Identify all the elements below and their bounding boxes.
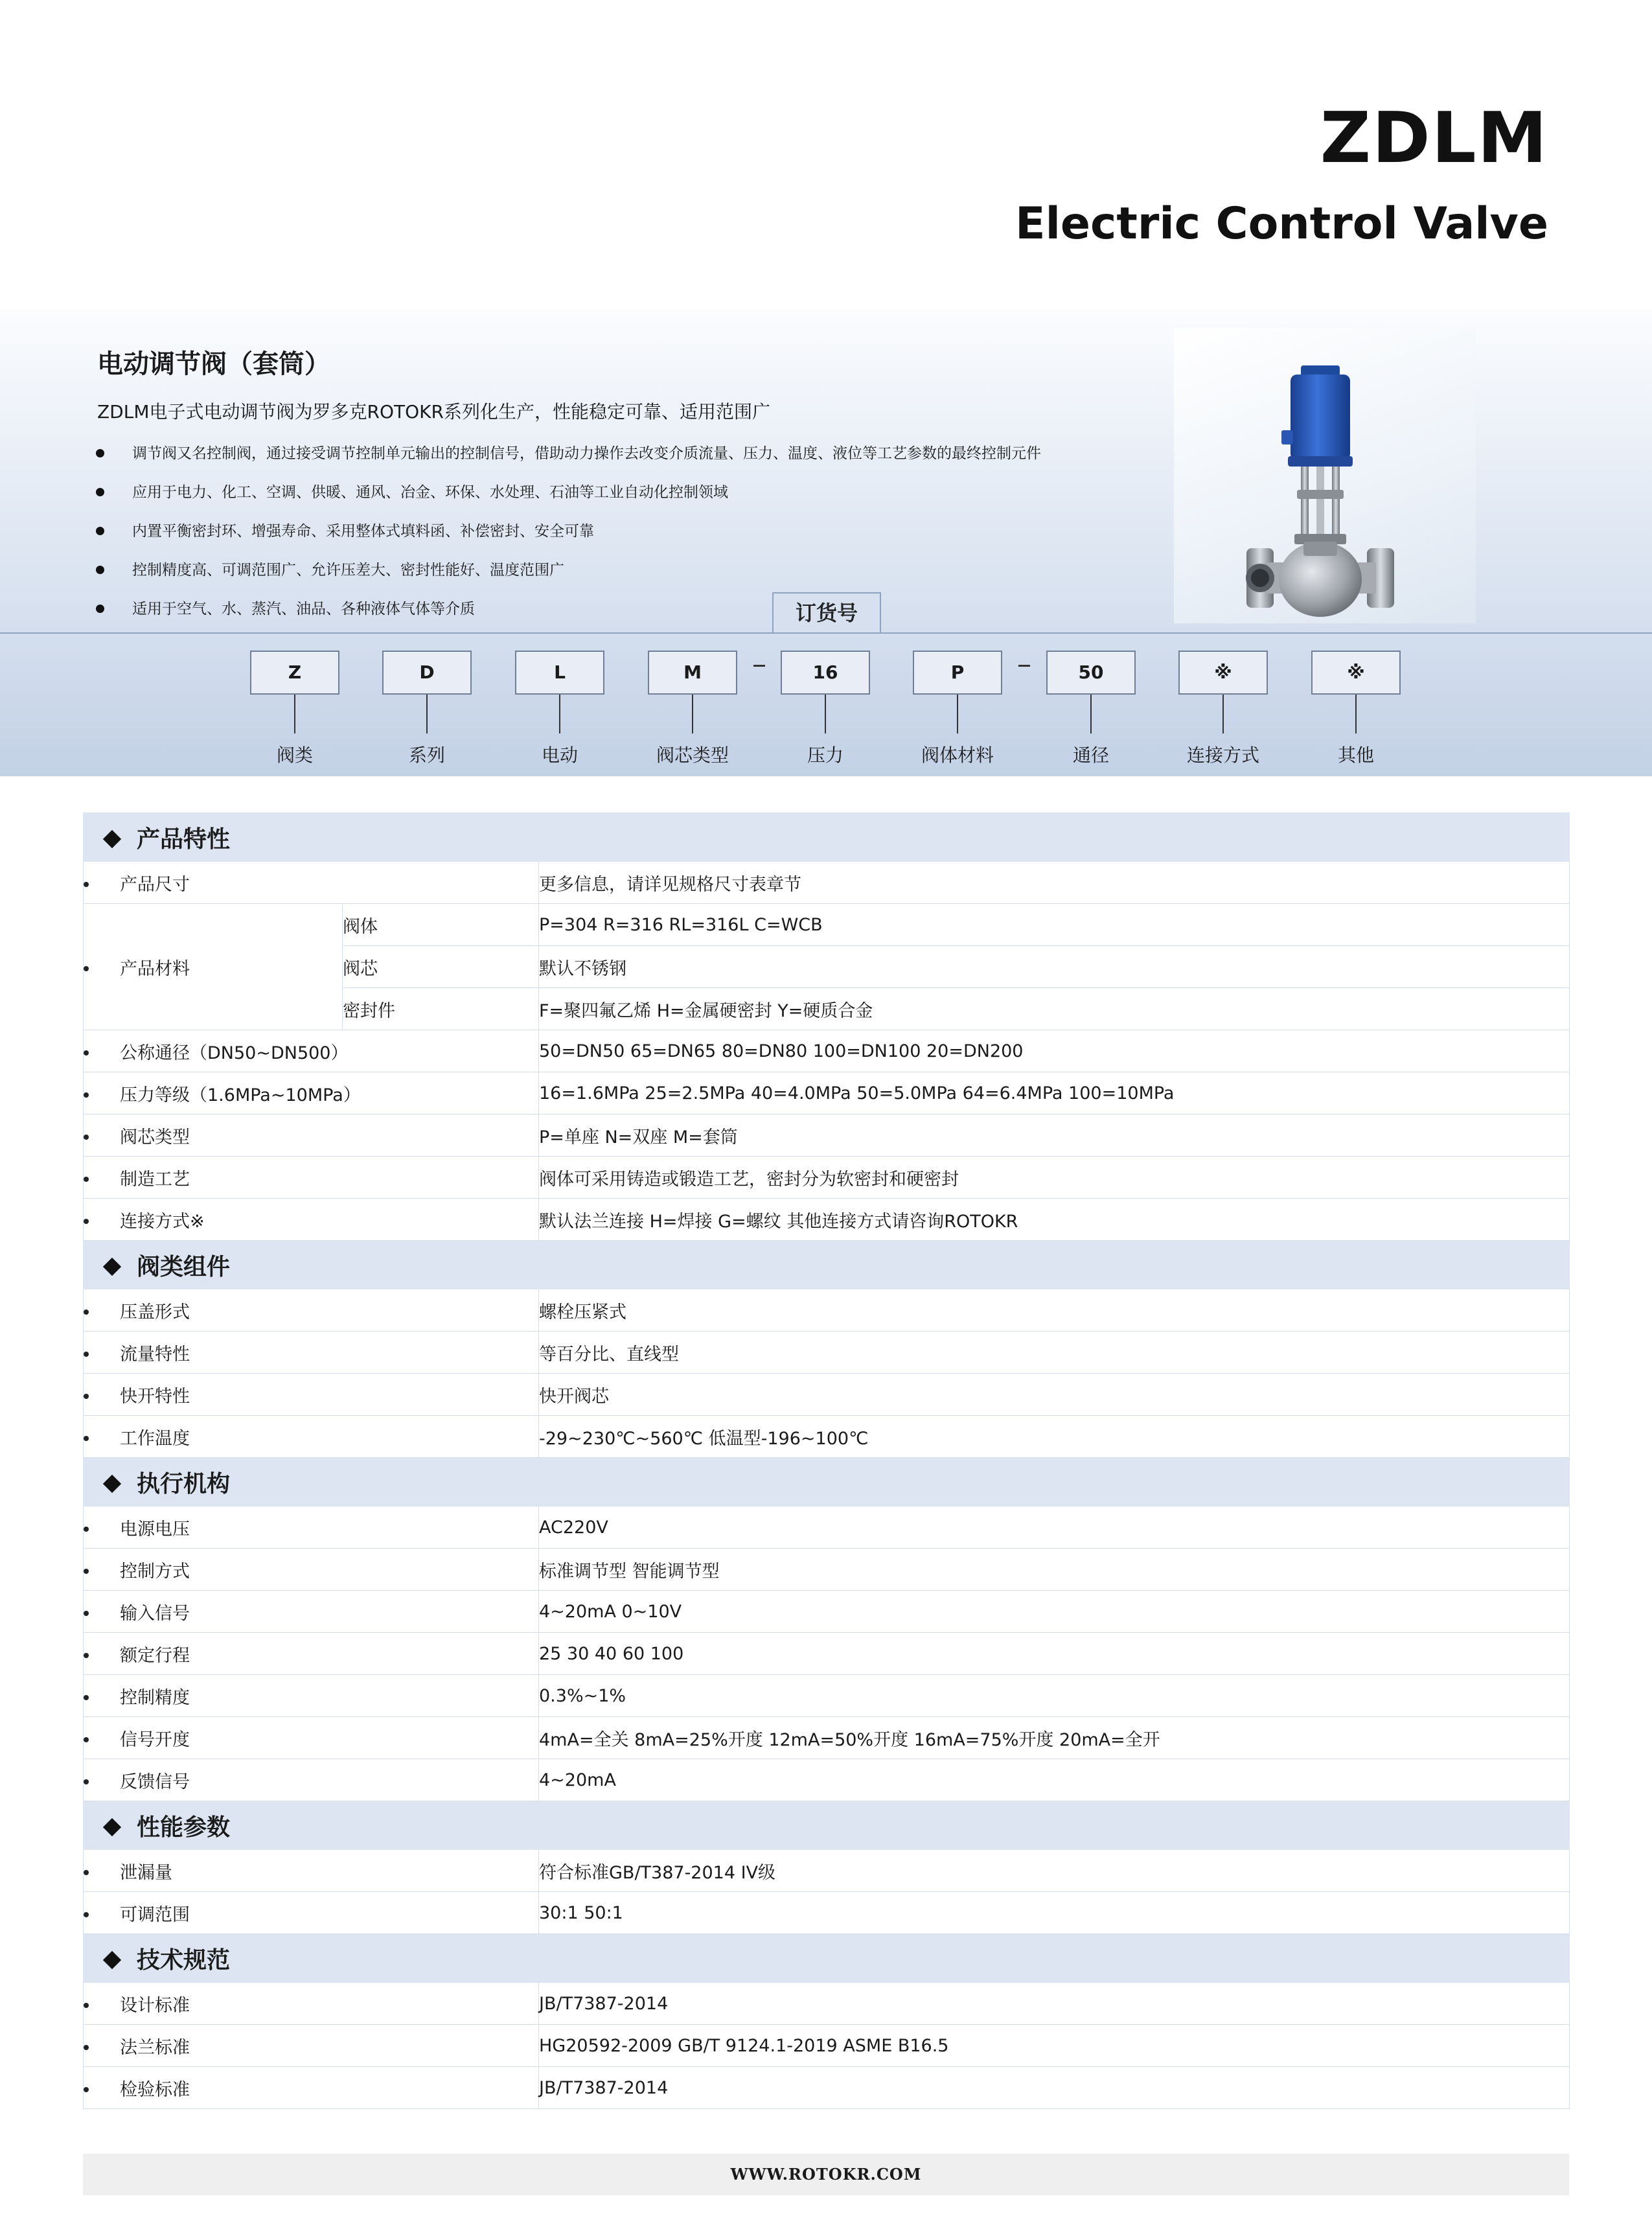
bullet-icon: [84, 1436, 89, 1441]
spec-value: -29~230℃~560℃ 低温型-196~100℃: [539, 1416, 1570, 1458]
spec-label-text: 法兰标准: [120, 2037, 190, 2058]
spec-value: 默认不锈钢: [539, 946, 1570, 988]
feature-item: 调节阀又名控制阀，通过接受调节控制单元输出的控制信号，借助动力操作去改变介质流量、压力、温度、液位等工艺参数的最终控制元件: [96, 434, 1041, 473]
feature-item: 适用于空气、水、蒸汽、油品、各种液体气体等介质: [96, 590, 1041, 629]
order-code-label: 阀芯类型: [656, 744, 729, 766]
order-code-box: ※: [1178, 651, 1268, 695]
spec-value: F=聚四氟乙烯 H=金属硬密封 Y=硬质合金: [539, 988, 1570, 1030]
order-code-connector: [294, 695, 295, 733]
order-divider: [0, 632, 1652, 634]
order-code-label: 阀体材料: [921, 744, 994, 766]
table-row: [84, 1030, 1570, 1072]
spec-label-text: 可调范围: [120, 1904, 190, 1925]
order-code-box: P: [913, 651, 1002, 695]
bullet-icon: [84, 2087, 89, 2092]
spec-label: [84, 1633, 539, 1675]
spec-value: P=304 R=316 RL=316L C=WCB: [539, 904, 1570, 946]
order-code-label: 电动: [541, 744, 578, 766]
table-row: [84, 1199, 1570, 1241]
spec-label-text: 公称通径（DN50~DN500）: [120, 1043, 349, 1063]
spec-value: 16=1.6MPa 25=2.5MPa 40=4.0MPa 50=5.0MPa 64=6.4MPa 100=10MPa: [539, 1072, 1570, 1114]
spec-value: 等百分比、直线型: [539, 1332, 1570, 1374]
order-code-box: 50: [1046, 651, 1136, 695]
table-row: [84, 1332, 1570, 1374]
order-code-box: 16: [781, 651, 870, 695]
table-row: [84, 1549, 1570, 1591]
bullet-icon: [84, 1653, 89, 1658]
spec-label: [84, 1416, 539, 1458]
spec-label-text: 制造工艺: [120, 1169, 190, 1190]
section-header: [84, 1241, 1570, 1289]
bullet-icon: [84, 1092, 89, 1098]
section-header-row: [84, 1801, 1570, 1850]
bullet-icon: [84, 1177, 89, 1182]
section-title: 阀类组件: [137, 1253, 231, 1280]
spec-label: [84, 1030, 539, 1072]
product-subtitle: Electric Control Valve: [1015, 198, 1548, 249]
spec-label-text: 泄漏量: [120, 1862, 172, 1883]
order-code-connector: [1222, 695, 1224, 733]
order-code-label: 其他: [1337, 744, 1374, 766]
order-code-box: M: [648, 651, 737, 695]
table-row: [84, 1506, 1570, 1549]
table-row: [84, 1717, 1570, 1759]
spec-value: 符合标准GB/T387-2014 IV级: [539, 1850, 1570, 1892]
table-row: [84, 1983, 1570, 2025]
section-title: 性能参数: [137, 1814, 231, 1841]
section-header-row: [84, 1458, 1570, 1506]
spec-label: [84, 862, 539, 904]
order-code-box: L: [515, 651, 604, 695]
spec-label-text: 流量特性: [120, 1344, 190, 1365]
spec-value: 4~20mA: [539, 1759, 1570, 1801]
bullet-icon: [84, 1219, 89, 1224]
spec-value: 0.3%~1%: [539, 1675, 1570, 1717]
spec-label-text: 电源电压: [120, 1519, 190, 1540]
section-header: [84, 813, 1570, 862]
section-header-row: [84, 813, 1570, 862]
order-code-connector: [825, 695, 826, 733]
bullet-icon: [84, 2003, 89, 2008]
bullet-icon: [84, 1394, 89, 1399]
bullet-icon: [84, 966, 89, 971]
bullet-icon: [84, 1611, 89, 1616]
spec-value: JB/T7387-2014: [539, 1983, 1570, 2025]
hero-section: [0, 310, 1652, 776]
spec-label-text: 压盖形式: [120, 1302, 190, 1322]
spec-value: P=单座 N=双座 M=套筒: [539, 1114, 1570, 1157]
table-row: [84, 1675, 1570, 1717]
section-header: [84, 1934, 1570, 1983]
product-photo: [1174, 328, 1476, 623]
bullet-icon: [84, 1912, 89, 1917]
spec-label-text: 输入信号: [120, 1603, 190, 1624]
spec-label: [84, 1374, 539, 1416]
order-number-tab: 订货号: [772, 592, 881, 632]
table-row: [84, 1850, 1570, 1892]
bullet-icon: [84, 1310, 89, 1315]
bullet-icon: [84, 1352, 89, 1357]
spec-sublabel: 阀体: [343, 904, 539, 946]
hero-intro: ZDLM电子式电动调节阀为罗多克ROTOKR系列化生产，性能稳定可靠、适用范围广: [97, 401, 770, 422]
spec-value: 4mA=全关 8mA=25%开度 12mA=50%开度 16mA=75%开度 20mA=全开: [539, 1717, 1570, 1759]
spec-label: [84, 1289, 539, 1332]
order-code-connector: [1090, 695, 1092, 733]
bullet-icon: [96, 488, 104, 496]
spec-value: HG20592-2009 GB/T 9124.1-2019 ASME B16.5: [539, 2025, 1570, 2067]
spec-label-text: 压力等级（1.6MPa~10MPa）: [120, 1085, 361, 1105]
spec-value: AC220V: [539, 1506, 1570, 1549]
spec-label: [84, 2025, 539, 2067]
bullet-icon: [96, 566, 104, 574]
spec-label-text: 快开特性: [120, 1386, 190, 1407]
feature-item: 内置平衡密封环、增强寿命、采用整体式填料函、补偿密封、安全可靠: [96, 512, 1041, 551]
bullet-icon: [84, 1779, 89, 1784]
order-code-connector: [426, 695, 428, 733]
order-code-dash: [1018, 665, 1030, 667]
product-model: ZDLM: [1320, 98, 1548, 179]
spec-value: 螺栓压紧式: [539, 1289, 1570, 1332]
bullet-icon: [84, 1527, 89, 1532]
section-title: 产品特性: [137, 825, 231, 853]
spec-label: [84, 1717, 539, 1759]
table-row: [84, 1157, 1570, 1199]
section-title: 技术规范: [137, 1946, 231, 1974]
spec-label: [84, 1506, 539, 1549]
spec-label: [84, 1114, 539, 1157]
spec-value: 快开阀芯: [539, 1374, 1570, 1416]
bullet-icon: [96, 449, 104, 457]
spec-sublabel: 密封件: [343, 988, 539, 1030]
spec-label: [84, 1892, 539, 1934]
bullet-icon: [96, 605, 104, 613]
spec-label: [84, 1199, 539, 1241]
table-row: [84, 1289, 1570, 1332]
spec-label-text: 信号开度: [120, 1729, 190, 1750]
spec-value: 4~20mA 0~10V: [539, 1591, 1570, 1633]
table-row: [84, 2067, 1570, 2109]
spec-label-text: 阀芯类型: [120, 1127, 190, 1148]
section-header: [84, 1458, 1570, 1506]
table-row: [84, 2025, 1570, 2067]
spec-value: 30:1 50:1: [539, 1892, 1570, 1934]
bullet-icon: [84, 1135, 89, 1140]
section-header-row: [84, 1241, 1570, 1289]
spec-label-text: 检验标准: [120, 2079, 190, 2100]
table-row: [84, 904, 1570, 946]
spec-label-text: 产品材料: [120, 958, 190, 979]
spec-label: [84, 1759, 539, 1801]
order-code-label: 通径: [1072, 744, 1109, 766]
order-code-label: 阀类: [276, 744, 313, 766]
spec-label-text: 反馈信号: [120, 1771, 190, 1792]
table-row: [84, 862, 1570, 904]
spec-label: [84, 1983, 539, 2025]
spec-value: JB/T7387-2014: [539, 2067, 1570, 2109]
spec-label: [84, 904, 343, 1030]
section-header: [84, 1801, 1570, 1850]
table-row: [84, 1416, 1570, 1458]
order-code-connector: [559, 695, 560, 733]
bullet-icon: [84, 2045, 89, 2050]
bullet-icon: [84, 1569, 89, 1574]
diamond-icon: [103, 1257, 121, 1275]
spec-value: 25 30 40 60 100: [539, 1633, 1570, 1675]
spec-label: [84, 1549, 539, 1591]
order-code-dash: [753, 665, 765, 667]
diamond-icon: [103, 1474, 121, 1492]
order-code-connector: [692, 695, 693, 733]
spec-label: [84, 1157, 539, 1199]
spec-label: [84, 1850, 539, 1892]
spec-label: [84, 1072, 539, 1114]
spec-label-text: 工作温度: [120, 1428, 190, 1449]
spec-label-text: 设计标准: [120, 1995, 190, 2016]
order-code-connector: [1355, 695, 1357, 733]
spec-value: 50=DN50 65=DN65 80=DN80 100=DN100 20=DN200: [539, 1030, 1570, 1072]
hero-title: 电动调节阀（套筒）: [97, 349, 330, 379]
table-row: [84, 1892, 1570, 1934]
section-header-row: [84, 1934, 1570, 1983]
footer-website: WWW.ROTOKR.COM: [83, 2154, 1569, 2195]
feature-item: 控制精度高、可调范围广、允许压差大、密封性能好、温度范围广: [96, 551, 1041, 590]
spec-label-text: 控制精度: [120, 1687, 190, 1708]
order-code-connector: [957, 695, 958, 733]
order-code-box: ※: [1311, 651, 1401, 695]
bullet-icon: [96, 527, 104, 535]
table-row: [84, 1374, 1570, 1416]
table-row: [84, 1072, 1570, 1114]
bullet-icon: [84, 882, 89, 887]
section-title: 执行机构: [137, 1470, 231, 1497]
spec-value: 标准调节型 智能调节型: [539, 1549, 1570, 1591]
spec-label-text: 控制方式: [120, 1561, 190, 1582]
table-row: [84, 1633, 1570, 1675]
spec-value: 阀体可采用铸造或锻造工艺，密封分为软密封和硬密封: [539, 1157, 1570, 1199]
spec-value: 更多信息，请详见规格尺寸表章节: [539, 862, 1570, 904]
spec-label-text: 额定行程: [120, 1645, 190, 1666]
order-code-label: 系列: [408, 744, 445, 766]
order-code-box: D: [382, 651, 472, 695]
spec-value: 默认法兰连接 H=焊接 G=螺纹 其他连接方式请咨询ROTOKR: [539, 1199, 1570, 1241]
diamond-icon: [103, 1950, 121, 1968]
diamond-icon: [103, 1817, 121, 1836]
table-row: [84, 1591, 1570, 1633]
spec-label-text: 连接方式※: [120, 1211, 205, 1232]
order-code-box: Z: [250, 651, 339, 695]
spec-table: [83, 813, 1570, 2109]
diamond-icon: [103, 829, 121, 848]
title-block: [1015, 98, 1548, 249]
feature-item: 应用于电力、化工、空调、供暖、通风、冶金、环保、水处理、石油等工业自动化控制领域: [96, 473, 1041, 512]
bullet-icon: [84, 1870, 89, 1875]
spec-label: [84, 2067, 539, 2109]
bullet-icon: [84, 1737, 89, 1742]
spec-label: [84, 1591, 539, 1633]
feature-list: [96, 434, 1041, 629]
spec-label: [84, 1675, 539, 1717]
valve-illustration: [1174, 328, 1476, 623]
bullet-icon: [84, 1050, 89, 1056]
bullet-icon: [84, 1695, 89, 1700]
table-row: [84, 1759, 1570, 1801]
order-code-label: 压力: [807, 744, 843, 766]
spec-sublabel: 阀芯: [343, 946, 539, 988]
table-row: [84, 1114, 1570, 1157]
spec-label-text: 产品尺寸: [120, 874, 190, 895]
order-code-label: 连接方式: [1186, 744, 1259, 766]
spec-label: [84, 1332, 539, 1374]
